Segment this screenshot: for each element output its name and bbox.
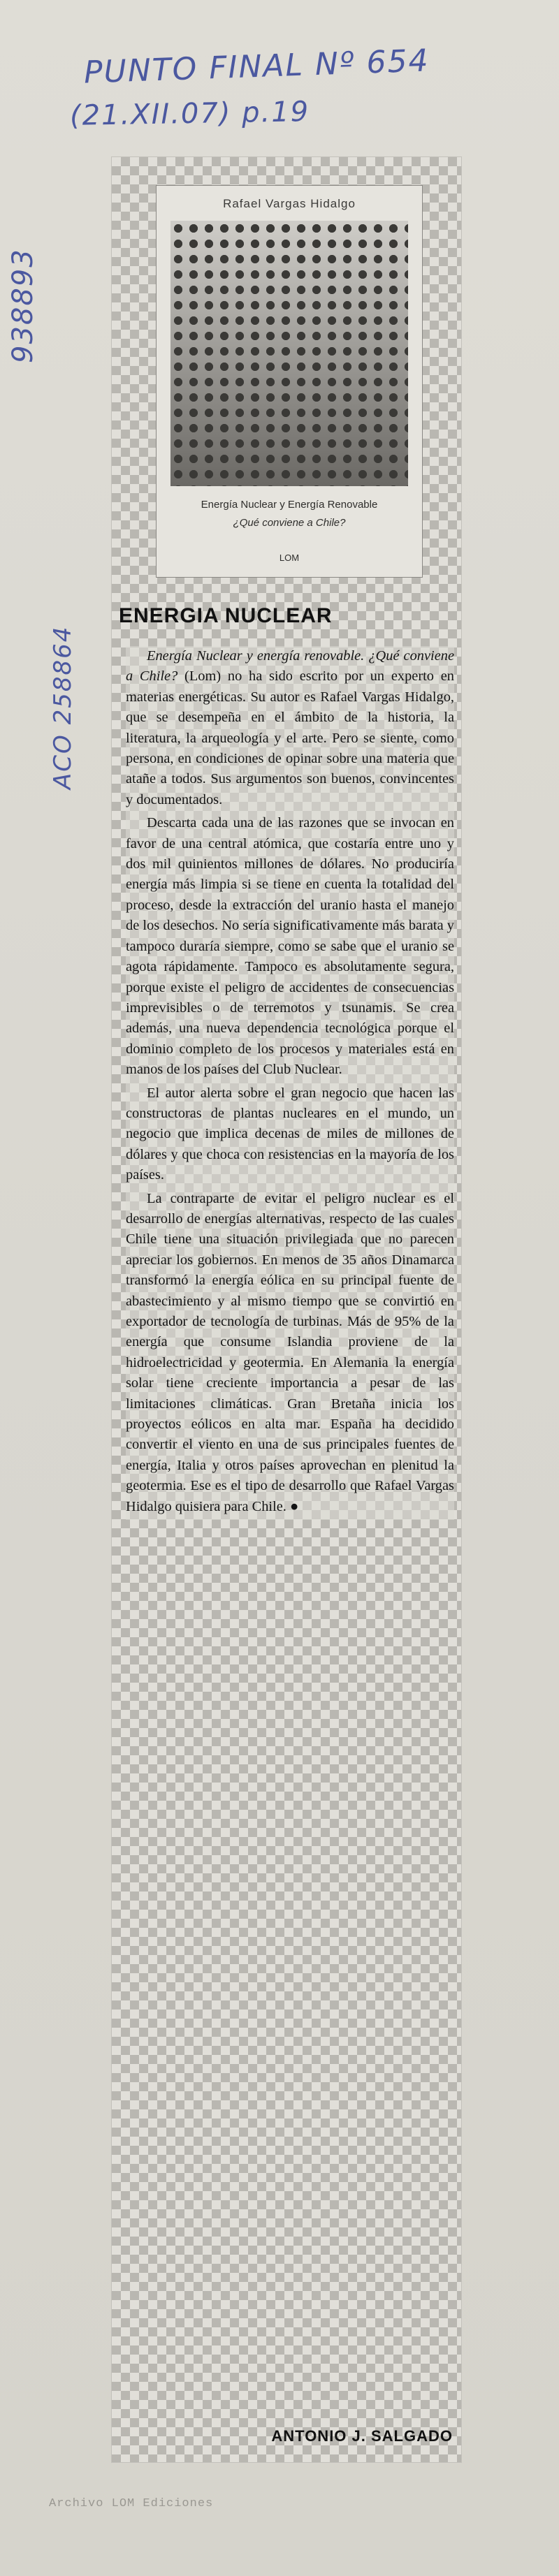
handwritten-side-number: 938893 bbox=[7, 248, 39, 363]
article-paragraph: La contraparte de evitar el peligro nuclear es el desarrollo de energías alternativas, respecto de las cuales Chile tiene una situación privilegiada que no parecen apreciar los gobiernos. En menos de 35 años Dinamarca transformó la energía eólica en su principal fuente de abastecimiento y al mismo tiempo que se convirtió en exportador de tecnología de turbinas. Más de 95% de la energía que consume Islandia proviene de la hidroelectricidad y geotermia. En Alemania la energía solar tiene creciente importancia a pesar de las limitaciones climáticas. Gran Bretaña inicia los proyectos eólicos en alta mar. España ha decidido convertir el viento en una de sus principales fuentes de energía, Italia y otros países aprovechan en plenitud la geotermia. Ese es el tipo de desarrollo que Rafael Vargas Hidalgo quisiera para Chile. ● bbox=[126, 1190, 454, 1514]
cover-artwork bbox=[170, 221, 408, 486]
article-paragraph bbox=[126, 646, 454, 810]
article-paragraph: Descarta cada una de las razones que se invocan en favor de una central atómica, que costaría entre uno y dos mil quinientos millones de dólares. No produciría energía más limpia si se tiene en cuenta la totalidad del proceso, desde la extracción del uranio hasta el manejo de los desechos. No sería significativamente más barata y tampoco duraría siempre, como se sabe que el uranio se agota rápidamente. Tampoco es absolutamente segura, porque existe el peligro de accidentes de consecuencias imprevisibles o de terremotos y tsunamis. Se crea además, una nueva dependencia tecnológica porque el dominio completo de los procesos y materiales está en manos de los países del Club Nuclear. bbox=[126, 815, 454, 1078]
article-byline: ANTONIO J. SALGADO bbox=[271, 2427, 453, 2445]
handwritten-source-note: PUNTO FINAL Nº 654 bbox=[83, 43, 430, 91]
cover-title: Energía Nuclear y Energía Renovable bbox=[201, 499, 378, 511]
handwritten-side-code: ACO 258864 bbox=[49, 625, 77, 789]
cover-publisher: LOM bbox=[279, 552, 300, 563]
book-cover-image bbox=[156, 185, 423, 578]
article-heading: ENERGIA NUCLEAR bbox=[119, 604, 333, 627]
article-paragraph: El autor alerta sobre el gran negocio que hacen las constructoras de plantas nucleares en el mundo, un negocio que implica decenas de miles de millones de dólares y que choca con resistencias en la mayoría de los países. bbox=[126, 1085, 454, 1183]
cover-subtitle: ¿Qué conviene a Chile? bbox=[233, 517, 346, 529]
archive-footer-stamp: Archivo LOM Ediciones bbox=[49, 2497, 214, 2510]
article-paragraph-text: (Lom) no ha sido escrito por un experto en materias energéticas. Su autor es Rafael Vargas Hidalgo, que se desempeña en el ámbito de la historia, la literatura, la arqueología y el arte. Pero se siente, como persona, en condiciones de opinar sobre una materia que atañe a todos. Sus argumentos son buenos, convincentes y documentados. bbox=[126, 668, 454, 807]
article-book-title: Energía Nuclear y energía renovable. ¿Qué conviene a Chile? bbox=[126, 648, 454, 685]
cover-author: Rafael Vargas Hidalgo bbox=[223, 197, 356, 210]
article-body bbox=[126, 646, 454, 1520]
newspaper-clipping bbox=[112, 157, 461, 2462]
handwritten-date-note: (21.XII.07) p.19 bbox=[69, 96, 310, 132]
